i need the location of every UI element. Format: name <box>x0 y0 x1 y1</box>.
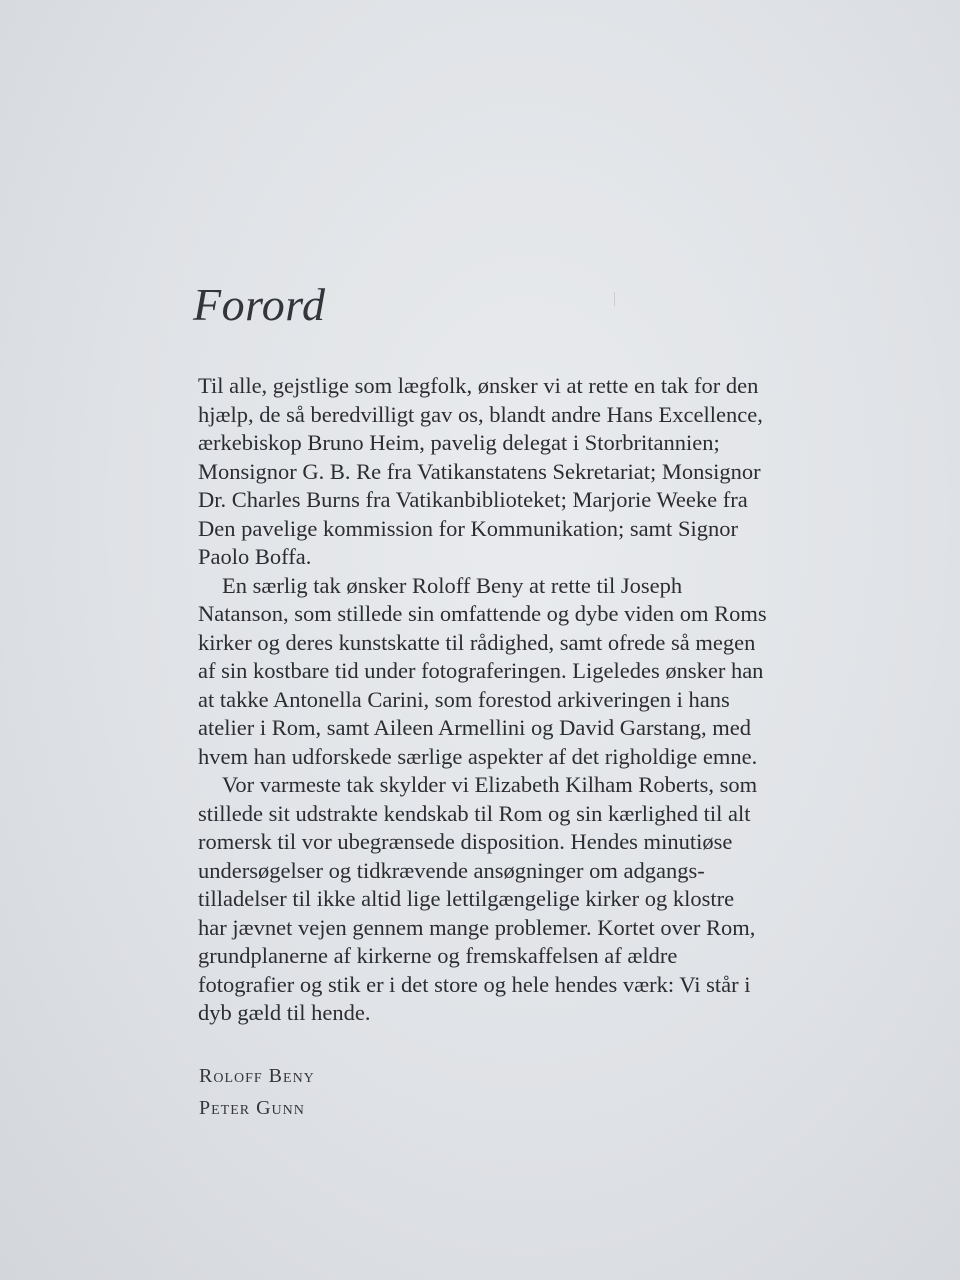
paragraph-2-line: hvem han udforskede særlige aspekter af det righoldige emne. <box>198 743 758 769</box>
paragraph-3-line: dyb gæld til hende. <box>198 1000 371 1025</box>
paragraph-3-line: romersk til vor ubegrænsede disposition. Hendes minutiøse <box>198 829 733 854</box>
paragraph-1-line: Til alle, gejstlige som lægfolk, ønsker vi at rette en tak for den <box>198 373 759 398</box>
signature-block <box>199 1060 315 1124</box>
foreword-body <box>198 372 838 1028</box>
paragraph-1-line: Den pavelige kommission for Kommunikation; samt Signor <box>198 515 738 541</box>
paragraph-3-line: tilladelser til ikke altid lige lettilgængelige kirker og klostre <box>198 886 735 911</box>
paper-mark <box>614 292 615 306</box>
paragraph-2-line: Natanson, som stillede sin omfattende og dybe viden om Roms <box>198 601 767 626</box>
paragraph-1-line: hjælp, de så beredvilligt gav os, blandt andre Hans Excellence, <box>198 401 763 427</box>
paragraph-1-line: Dr. Charles Burns fra Vatikanbiblioteket; Marjorie Weeke fra <box>198 487 748 512</box>
page-title: Forord <box>193 279 326 330</box>
paragraph-3-line: Vor varmeste tak skylder vi Elizabeth Kilham Roberts, som <box>222 772 758 797</box>
paragraph-2-line: kirker og deres kunstskatte til rådighed, samt ofrede så megen <box>198 629 756 655</box>
author-signature: Peter Gunn <box>199 1097 305 1119</box>
paragraph-3-line: fotografier og stik er i det store og hele hendes værk: Vi står i <box>198 971 751 997</box>
paragraph-2-line: atelier i Rom, samt Aileen Armellini og David Garstang, med <box>198 715 752 740</box>
paragraph-2-line: at takke Antonella Carini, som forestod arkiveringen i hans <box>198 686 730 712</box>
paragraph-3-line: undersøgelser og tidkrævende ansøgninger om adgangs- <box>198 857 705 883</box>
author-signature: Roloff Beny <box>199 1065 315 1087</box>
paragraph-3-line: stillede sit udstrakte kendskab til Rom og sin kærlighed til alt <box>198 800 751 826</box>
paragraph-2-line: En særlig tak ønsker Roloff Beny at rette til Joseph <box>222 572 683 598</box>
paragraph-3-line: har jævnet vejen gennem mange problemer. Kortet over Rom, <box>198 914 756 940</box>
paragraph-3-line: grundplanerne af kirkerne og fremskaffelsen af ældre <box>198 943 678 968</box>
paragraph-1-line: ærkebiskop Bruno Heim, pavelig delegat i Storbritannien; <box>198 430 720 455</box>
paragraph-1-line: Paolo Boffa. <box>198 544 312 569</box>
paragraph-2-line: af sin kostbare tid under fotograferingen. Ligeledes ønsker han <box>198 658 764 683</box>
paragraph-1-line: Monsignor G. B. Re fra Vatikanstatens Sekretariat; Monsignor <box>198 458 761 484</box>
